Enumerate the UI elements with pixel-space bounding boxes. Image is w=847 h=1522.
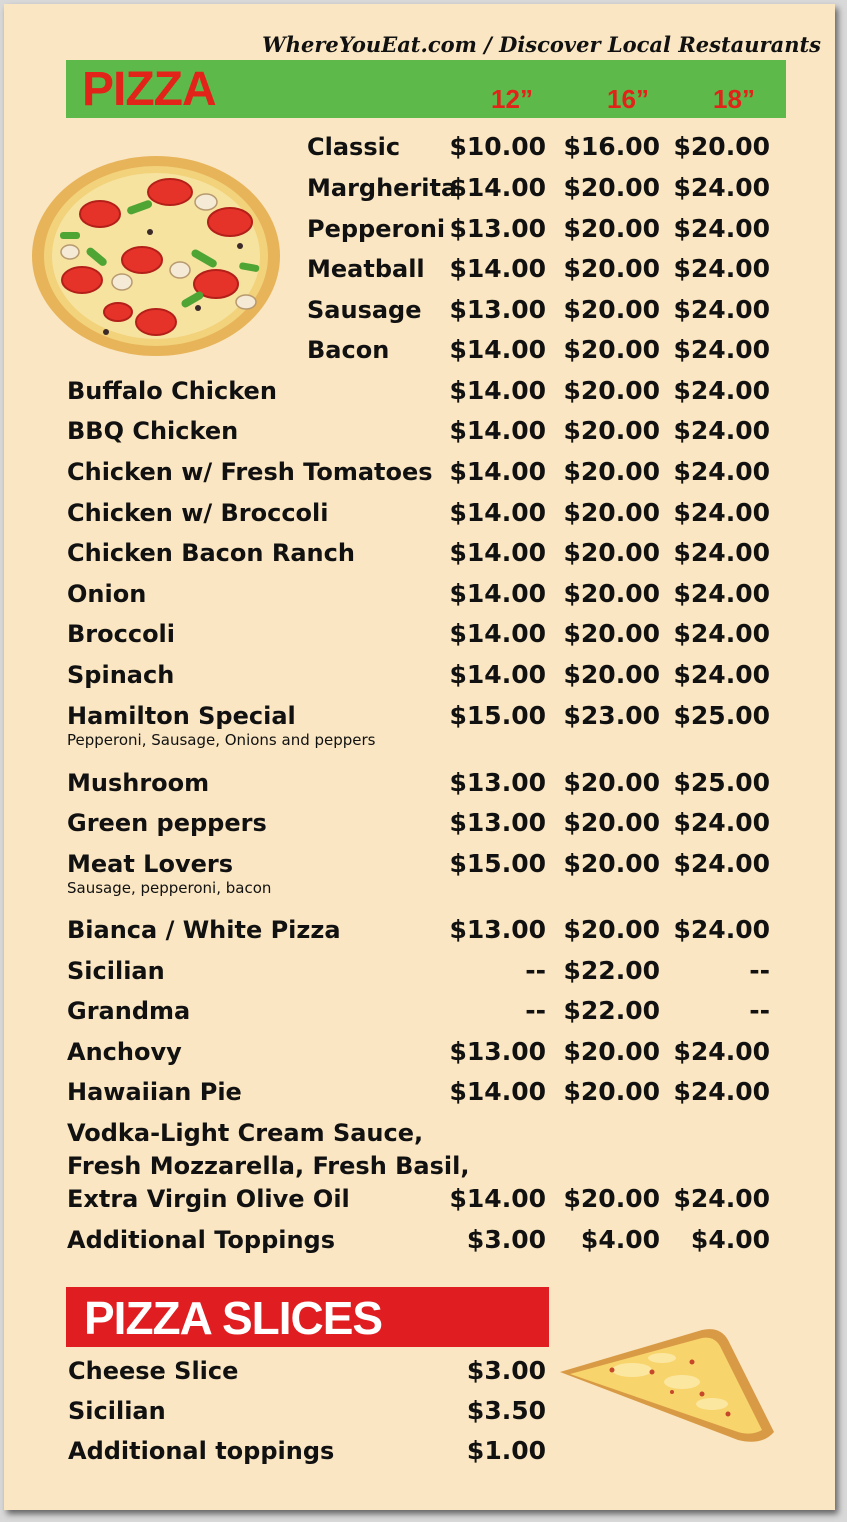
menu-item-name: Buffalo Chicken bbox=[67, 377, 277, 405]
pizza-section-title: PIZZA bbox=[82, 63, 216, 116]
menu-item-name: Anchovy bbox=[67, 1038, 182, 1066]
menu-item-price: $14.00 bbox=[449, 660, 546, 689]
menu-item-price: $20.00 bbox=[563, 214, 660, 243]
menu-item-name: Bianca / White Pizza bbox=[67, 916, 341, 944]
menu-item-name: Grandma bbox=[67, 997, 191, 1025]
menu-item-price: $24.00 bbox=[673, 1037, 770, 1066]
menu-item-price: $13.00 bbox=[449, 214, 546, 243]
menu-item-price: $20.00 bbox=[673, 132, 770, 161]
menu-item-price: $24.00 bbox=[673, 579, 770, 608]
menu-item-name: Sicilian bbox=[67, 957, 165, 985]
menu-item-price: $14.00 bbox=[449, 579, 546, 608]
menu-item-price: $24.00 bbox=[673, 335, 770, 364]
menu-item-price: $20.00 bbox=[563, 295, 660, 324]
slice-name: Sicilian bbox=[68, 1397, 166, 1425]
menu-item-price: $13.00 bbox=[449, 808, 546, 837]
menu-item-price: $14.00 bbox=[449, 457, 546, 486]
menu-item-name: Sausage bbox=[307, 296, 422, 324]
menu-item-price: $14.00 bbox=[449, 1184, 546, 1213]
menu-item-description: Pepperoni, Sausage, Onions and peppers bbox=[67, 731, 376, 749]
menu-item-price: $20.00 bbox=[563, 808, 660, 837]
menu-item-price: $15.00 bbox=[449, 701, 546, 730]
menu-item-price: $20.00 bbox=[563, 498, 660, 527]
menu-page bbox=[4, 4, 835, 1510]
menu-item-price: $24.00 bbox=[673, 660, 770, 689]
menu-item-price: $22.00 bbox=[563, 996, 660, 1025]
menu-item-price: $24.00 bbox=[673, 457, 770, 486]
menu-item-name: Meat Lovers bbox=[67, 850, 234, 878]
menu-item-name: Green peppers bbox=[67, 809, 267, 837]
menu-item-price: $20.00 bbox=[563, 335, 660, 364]
menu-item-price: $24.00 bbox=[673, 173, 770, 202]
menu-item-name: BBQ Chicken bbox=[67, 417, 239, 445]
slice-price: $1.00 bbox=[466, 1436, 546, 1465]
watermark: WhereYouEat.com / Discover Local Restaurants bbox=[262, 32, 821, 57]
menu-item-price: $24.00 bbox=[673, 1184, 770, 1213]
menu-item-name: Additional Toppings bbox=[67, 1226, 336, 1254]
menu-item-price: $14.00 bbox=[449, 376, 546, 405]
menu-item-name: Chicken Bacon Ranch bbox=[67, 539, 355, 567]
pizza-section-header bbox=[66, 60, 786, 118]
menu-item-price: $24.00 bbox=[673, 214, 770, 243]
menu-item-price: $24.00 bbox=[673, 295, 770, 324]
menu-item-name: Pepperoni bbox=[307, 215, 446, 243]
menu-item-name: Vodka-Light Cream Sauce, bbox=[67, 1119, 424, 1147]
menu-item-price: -- bbox=[525, 956, 546, 985]
size-16-label: 16” bbox=[607, 84, 649, 114]
menu-item-price: $24.00 bbox=[673, 808, 770, 837]
menu-item-price: $14.00 bbox=[449, 173, 546, 202]
menu-item-price: $20.00 bbox=[563, 376, 660, 405]
menu-item-name: Fresh Mozzarella, Fresh Basil, bbox=[67, 1152, 470, 1180]
menu-item-price: $25.00 bbox=[673, 701, 770, 730]
menu-item-price: $24.00 bbox=[673, 915, 770, 944]
menu-item-price: $14.00 bbox=[449, 498, 546, 527]
menu-item-price: $14.00 bbox=[449, 538, 546, 567]
menu-item-price: $3.00 bbox=[466, 1225, 546, 1254]
menu-item-name: Meatball bbox=[307, 255, 425, 283]
menu-item-price: $4.00 bbox=[580, 1225, 660, 1254]
menu-item-price: $20.00 bbox=[563, 619, 660, 648]
menu-item-price: $13.00 bbox=[449, 1037, 546, 1066]
menu-item-name: Chicken w/ Broccoli bbox=[67, 499, 329, 527]
menu-item-name: Extra Virgin Olive Oil bbox=[67, 1185, 350, 1213]
menu-item-price: -- bbox=[525, 996, 546, 1025]
menu-item-price: $13.00 bbox=[449, 915, 546, 944]
menu-item-price: $20.00 bbox=[563, 457, 660, 486]
menu-item-price: $14.00 bbox=[449, 335, 546, 364]
menu-item-name: Chicken w/ Fresh Tomatoes bbox=[67, 458, 433, 486]
menu-item-price: $4.00 bbox=[690, 1225, 770, 1254]
pizza-slice-image bbox=[552, 1322, 778, 1452]
menu-item-price: $24.00 bbox=[673, 254, 770, 283]
menu-item-price: $24.00 bbox=[673, 849, 770, 878]
menu-item-price: $20.00 bbox=[563, 538, 660, 567]
size-18-label: 18” bbox=[713, 84, 755, 114]
menu-item-name: Onion bbox=[67, 580, 147, 608]
menu-item-name: Hawaiian Pie bbox=[67, 1078, 242, 1106]
slices-section-header bbox=[66, 1287, 549, 1347]
menu-item-price: $20.00 bbox=[563, 1037, 660, 1066]
menu-item-price: -- bbox=[749, 996, 770, 1025]
menu-item-name: Broccoli bbox=[67, 620, 176, 648]
menu-item-price: $13.00 bbox=[449, 768, 546, 797]
slice-price: $3.50 bbox=[466, 1396, 546, 1425]
menu-item-price: $14.00 bbox=[449, 619, 546, 648]
slice-price: $3.00 bbox=[466, 1356, 546, 1385]
menu-item-price: $16.00 bbox=[563, 132, 660, 161]
menu-item-name: Spinach bbox=[67, 661, 175, 689]
menu-item-price: -- bbox=[749, 956, 770, 985]
slice-name: Additional toppings bbox=[68, 1437, 335, 1465]
menu-item-price: $14.00 bbox=[449, 1077, 546, 1106]
size-12-label: 12” bbox=[491, 84, 533, 114]
menu-item-price: $20.00 bbox=[563, 1077, 660, 1106]
menu-item-price: $24.00 bbox=[673, 538, 770, 567]
menu-item-price: $23.00 bbox=[563, 701, 660, 730]
menu-item-price: $20.00 bbox=[563, 254, 660, 283]
menu-item-price: $20.00 bbox=[563, 915, 660, 944]
menu-item-price: $14.00 bbox=[449, 254, 546, 283]
slice-name: Cheese Slice bbox=[68, 1357, 239, 1385]
menu-item-price: $24.00 bbox=[673, 498, 770, 527]
menu-item-price: $14.00 bbox=[449, 416, 546, 445]
menu-item-price: $20.00 bbox=[563, 849, 660, 878]
menu-item-name: Mushroom bbox=[67, 769, 210, 797]
menu-item-price: $15.00 bbox=[449, 849, 546, 878]
menu-item-price: $20.00 bbox=[563, 579, 660, 608]
menu-item-name: Classic bbox=[307, 133, 401, 161]
menu-item-price: $25.00 bbox=[673, 768, 770, 797]
pizza-pie-image bbox=[30, 152, 288, 362]
menu-item-price: $22.00 bbox=[563, 956, 660, 985]
menu-item-price: $24.00 bbox=[673, 1077, 770, 1106]
menu-item-price: $20.00 bbox=[563, 660, 660, 689]
menu-item-price: $20.00 bbox=[563, 416, 660, 445]
menu-item-price: $24.00 bbox=[673, 416, 770, 445]
menu-item-price: $20.00 bbox=[563, 1184, 660, 1213]
menu-item-name: Margherita bbox=[307, 174, 458, 202]
menu-item-price: $10.00 bbox=[449, 132, 546, 161]
menu-item-name: Bacon bbox=[307, 336, 390, 364]
menu-item-description: Sausage, pepperoni, bacon bbox=[67, 879, 272, 897]
menu-item-price: $24.00 bbox=[673, 376, 770, 405]
menu-item-price: $20.00 bbox=[563, 173, 660, 202]
menu-item-price: $13.00 bbox=[449, 295, 546, 324]
slices-section-title: PIZZA SLICES bbox=[84, 1292, 383, 1344]
menu-item-price: $20.00 bbox=[563, 768, 660, 797]
menu-item-price: $24.00 bbox=[673, 619, 770, 648]
menu-item-name: Hamilton Special bbox=[67, 702, 296, 730]
